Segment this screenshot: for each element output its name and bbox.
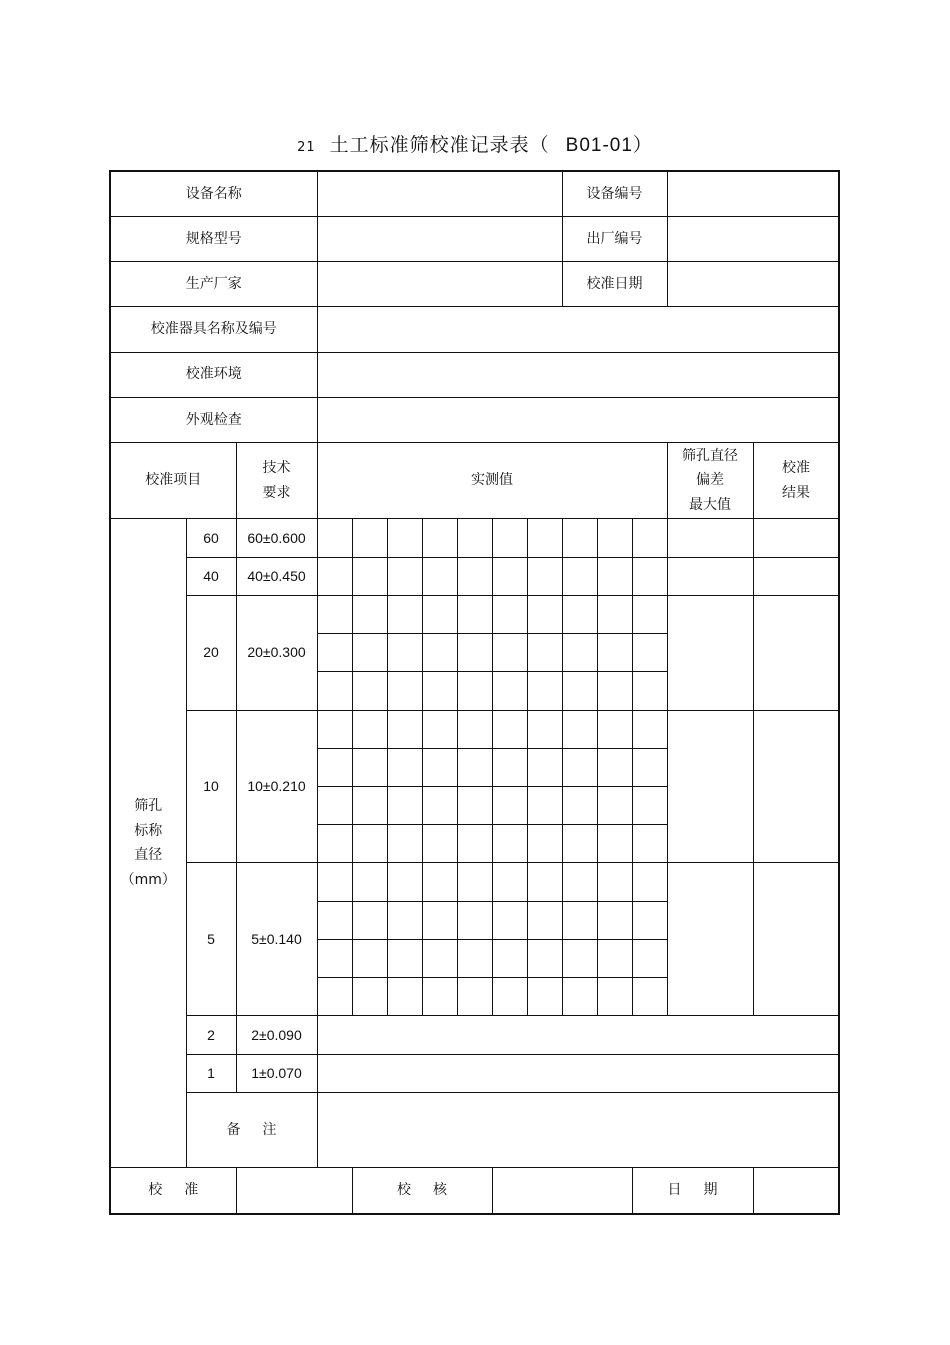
measure-cell[interactable] bbox=[562, 634, 597, 672]
measure-cell[interactable] bbox=[317, 672, 352, 710]
measure-cell[interactable] bbox=[492, 557, 527, 595]
measure-cell[interactable] bbox=[422, 978, 457, 1016]
measure-cell[interactable] bbox=[562, 901, 597, 939]
measure-cell[interactable] bbox=[387, 786, 422, 824]
result-cell[interactable] bbox=[753, 557, 839, 595]
measure-cell[interactable] bbox=[597, 825, 632, 863]
measure-cell[interactable] bbox=[562, 786, 597, 824]
group-label-line: 筛孔 bbox=[134, 798, 163, 815]
size-row-40 bbox=[110, 557, 839, 595]
measure-cell[interactable] bbox=[352, 786, 387, 824]
measure-cell[interactable] bbox=[492, 901, 527, 939]
header-tech-req bbox=[236, 443, 317, 519]
measure-cell[interactable] bbox=[352, 557, 387, 595]
measure-cell[interactable] bbox=[527, 863, 562, 901]
tech-requirement: 60±0.600 bbox=[236, 519, 317, 557]
measure-cell[interactable] bbox=[317, 786, 352, 824]
header-item: 校准项目 bbox=[110, 443, 236, 519]
measure-cell[interactable] bbox=[422, 519, 457, 557]
measure-cell[interactable] bbox=[457, 595, 492, 633]
size-row-10 bbox=[110, 710, 839, 748]
measure-cell[interactable] bbox=[317, 978, 352, 1016]
measure-cell[interactable] bbox=[457, 710, 492, 748]
size-1-field[interactable] bbox=[317, 1054, 839, 1092]
measure-cell[interactable] bbox=[422, 901, 457, 939]
calibration-form-table bbox=[109, 170, 840, 1215]
measure-cell[interactable] bbox=[597, 901, 632, 939]
measure-cell[interactable] bbox=[492, 939, 527, 977]
measure-cell[interactable] bbox=[632, 634, 667, 672]
measure-cell[interactable] bbox=[527, 786, 562, 824]
measure-cell[interactable] bbox=[597, 748, 632, 786]
measure-cell[interactable] bbox=[422, 748, 457, 786]
appearance-field[interactable] bbox=[317, 397, 839, 442]
measure-cell[interactable] bbox=[562, 978, 597, 1016]
label-equipment-name: 设备名称 bbox=[110, 171, 317, 216]
measure-cell[interactable] bbox=[422, 786, 457, 824]
tech-requirement: 1±0.070 bbox=[236, 1054, 317, 1092]
measure-cell[interactable] bbox=[422, 825, 457, 863]
title-number: 21 bbox=[297, 140, 316, 155]
size-row-1 bbox=[110, 1054, 839, 1092]
measure-cell[interactable] bbox=[562, 710, 597, 748]
measure-cell[interactable] bbox=[492, 595, 527, 633]
measure-cell[interactable] bbox=[387, 710, 422, 748]
measure-cell[interactable] bbox=[562, 939, 597, 977]
tech-requirement: 40±0.450 bbox=[236, 557, 317, 595]
measure-cell[interactable] bbox=[527, 519, 562, 557]
measure-cell[interactable] bbox=[632, 825, 667, 863]
size-2-field[interactable] bbox=[317, 1016, 839, 1054]
measure-cell[interactable] bbox=[632, 863, 667, 901]
measure-cell[interactable] bbox=[527, 748, 562, 786]
measure-cell[interactable] bbox=[457, 825, 492, 863]
measure-cell[interactable] bbox=[457, 748, 492, 786]
info-row bbox=[110, 307, 839, 352]
measure-cell[interactable] bbox=[632, 786, 667, 824]
remarks-row bbox=[110, 1092, 839, 1167]
tech-requirement: 20±0.300 bbox=[236, 595, 317, 710]
header-measured: 实测值 bbox=[317, 443, 667, 519]
header-result-line: 校准 bbox=[782, 460, 811, 477]
size-row-20 bbox=[110, 595, 839, 633]
measure-cell[interactable] bbox=[387, 634, 422, 672]
measure-cell[interactable] bbox=[422, 710, 457, 748]
nominal-size: 60 bbox=[186, 519, 236, 557]
measure-cell[interactable] bbox=[492, 519, 527, 557]
measure-cell[interactable] bbox=[597, 595, 632, 633]
measure-cell[interactable] bbox=[632, 710, 667, 748]
nominal-size: 40 bbox=[186, 557, 236, 595]
measure-cell[interactable] bbox=[317, 557, 352, 595]
measure-cell[interactable] bbox=[597, 519, 632, 557]
measure-cell[interactable] bbox=[527, 557, 562, 595]
max-deviation-cell[interactable] bbox=[667, 863, 753, 1016]
nominal-size: 1 bbox=[186, 1054, 236, 1092]
measure-cell[interactable] bbox=[632, 519, 667, 557]
info-row bbox=[110, 352, 839, 397]
measure-cell[interactable] bbox=[317, 748, 352, 786]
measure-cell[interactable] bbox=[317, 519, 352, 557]
size-row-2 bbox=[110, 1016, 839, 1054]
measure-cell[interactable] bbox=[422, 634, 457, 672]
group-label-line: 直径 bbox=[134, 847, 163, 864]
measure-cell[interactable] bbox=[387, 672, 422, 710]
header-dev-line: 筛孔直径 bbox=[682, 447, 739, 464]
measure-cell[interactable] bbox=[492, 710, 527, 748]
measure-cell[interactable] bbox=[352, 710, 387, 748]
measure-cell[interactable] bbox=[457, 557, 492, 595]
header-max-deviation bbox=[667, 443, 753, 519]
measure-cell[interactable] bbox=[527, 672, 562, 710]
measure-cell[interactable] bbox=[317, 595, 352, 633]
measure-cell[interactable] bbox=[632, 557, 667, 595]
measure-cell[interactable] bbox=[352, 939, 387, 977]
measure-cell[interactable] bbox=[457, 901, 492, 939]
measure-cell[interactable] bbox=[352, 825, 387, 863]
max-deviation-cell[interactable] bbox=[667, 557, 753, 595]
equipment-no-field[interactable] bbox=[667, 171, 839, 216]
measure-cell[interactable] bbox=[352, 595, 387, 633]
measure-cell[interactable] bbox=[422, 595, 457, 633]
measure-cell[interactable] bbox=[492, 634, 527, 672]
measure-cell[interactable] bbox=[317, 710, 352, 748]
measure-cell[interactable] bbox=[632, 595, 667, 633]
measure-cell[interactable] bbox=[562, 863, 597, 901]
measure-cell[interactable] bbox=[352, 748, 387, 786]
measure-cell[interactable] bbox=[632, 901, 667, 939]
measure-cell[interactable] bbox=[527, 595, 562, 633]
measure-cell[interactable] bbox=[352, 863, 387, 901]
label-manufacturer: 生产厂家 bbox=[110, 262, 317, 307]
measure-cell[interactable] bbox=[387, 863, 422, 901]
measure-cell[interactable] bbox=[527, 634, 562, 672]
measure-cell[interactable] bbox=[597, 863, 632, 901]
measure-cell[interactable] bbox=[317, 901, 352, 939]
measure-cell[interactable] bbox=[387, 978, 422, 1016]
size-row-5 bbox=[110, 863, 839, 901]
measure-cell[interactable] bbox=[352, 634, 387, 672]
nominal-size: 5 bbox=[186, 863, 236, 1016]
group-label-line: 标称 bbox=[134, 822, 163, 839]
measure-cell[interactable] bbox=[562, 825, 597, 863]
label-appearance: 外观检查 bbox=[110, 397, 317, 442]
label-calibrate: 校准 bbox=[110, 1168, 236, 1214]
measure-cell[interactable] bbox=[632, 748, 667, 786]
max-deviation-cell[interactable] bbox=[667, 710, 753, 863]
measure-cell[interactable] bbox=[422, 863, 457, 901]
tech-requirement: 5±0.140 bbox=[236, 863, 317, 1016]
measure-cell[interactable] bbox=[597, 978, 632, 1016]
tech-requirement: 2±0.090 bbox=[236, 1016, 317, 1054]
measure-cell[interactable] bbox=[352, 978, 387, 1016]
measure-cell[interactable] bbox=[457, 978, 492, 1016]
measure-cell[interactable] bbox=[352, 901, 387, 939]
header-dev-line: 最大值 bbox=[689, 496, 732, 513]
measure-cell[interactable] bbox=[597, 634, 632, 672]
nominal-size: 2 bbox=[186, 1016, 236, 1054]
measure-cell[interactable] bbox=[457, 939, 492, 977]
measure-cell[interactable] bbox=[562, 595, 597, 633]
calibrate-field[interactable] bbox=[236, 1168, 352, 1214]
measure-cell[interactable] bbox=[562, 519, 597, 557]
measure-cell[interactable] bbox=[492, 978, 527, 1016]
measure-cell[interactable] bbox=[492, 825, 527, 863]
size-row-60 bbox=[110, 519, 839, 557]
measure-cell[interactable] bbox=[317, 825, 352, 863]
label-calib-instrument: 校准器具名称及编号 bbox=[110, 307, 317, 352]
measure-cell[interactable] bbox=[457, 672, 492, 710]
measure-cell[interactable] bbox=[632, 672, 667, 710]
measure-cell[interactable] bbox=[457, 786, 492, 824]
measure-cell[interactable] bbox=[492, 786, 527, 824]
measure-cell[interactable] bbox=[317, 634, 352, 672]
measure-cell[interactable] bbox=[492, 748, 527, 786]
measure-cell[interactable] bbox=[597, 672, 632, 710]
measure-cell[interactable] bbox=[422, 672, 457, 710]
measure-cell[interactable] bbox=[387, 901, 422, 939]
header-dev-line: 偏差 bbox=[696, 472, 725, 489]
measure-cell[interactable] bbox=[632, 939, 667, 977]
remarks-field[interactable] bbox=[317, 1092, 839, 1167]
label-check: 校核 bbox=[352, 1168, 492, 1214]
measure-cell[interactable] bbox=[562, 672, 597, 710]
equipment-name-field[interactable] bbox=[317, 171, 562, 216]
measure-cell[interactable] bbox=[527, 978, 562, 1016]
measure-cell[interactable] bbox=[387, 557, 422, 595]
measure-cell[interactable] bbox=[317, 939, 352, 977]
measure-cell[interactable] bbox=[527, 901, 562, 939]
label-spec-model: 规格型号 bbox=[110, 216, 317, 261]
measure-cell[interactable] bbox=[387, 825, 422, 863]
header-tech-req-line: 要求 bbox=[262, 484, 291, 501]
measure-cell[interactable] bbox=[457, 519, 492, 557]
measure-cell[interactable] bbox=[597, 939, 632, 977]
measure-cell[interactable] bbox=[422, 939, 457, 977]
result-cell[interactable] bbox=[753, 519, 839, 557]
label-calib-env: 校准环境 bbox=[110, 352, 317, 397]
nominal-size: 20 bbox=[186, 595, 236, 710]
measure-cell[interactable] bbox=[597, 557, 632, 595]
page-title bbox=[0, 130, 950, 157]
result-cell[interactable] bbox=[753, 710, 839, 863]
measure-cell[interactable] bbox=[387, 519, 422, 557]
calib-date-field[interactable] bbox=[667, 262, 839, 307]
info-row bbox=[110, 171, 839, 216]
column-header-row bbox=[110, 443, 839, 519]
spec-model-field[interactable] bbox=[317, 216, 562, 261]
measure-cell[interactable] bbox=[632, 978, 667, 1016]
calib-instrument-field[interactable] bbox=[317, 307, 839, 352]
header-tech-req-line: 技术 bbox=[262, 460, 291, 477]
measure-cell[interactable] bbox=[317, 863, 352, 901]
info-row bbox=[110, 216, 839, 261]
tech-requirement: 10±0.210 bbox=[236, 710, 317, 863]
measure-cell[interactable] bbox=[387, 748, 422, 786]
measure-cell[interactable] bbox=[597, 710, 632, 748]
label-date: 日期 bbox=[632, 1168, 753, 1214]
header-result-line: 结果 bbox=[782, 484, 811, 501]
measure-cell[interactable] bbox=[562, 748, 597, 786]
measure-cell[interactable] bbox=[492, 863, 527, 901]
label-equipment-no: 设备编号 bbox=[562, 171, 667, 216]
manufacturer-field[interactable] bbox=[317, 262, 562, 307]
measure-cell[interactable] bbox=[527, 825, 562, 863]
measure-cell[interactable] bbox=[457, 634, 492, 672]
label-factory-no: 出厂编号 bbox=[562, 216, 667, 261]
measure-cell[interactable] bbox=[527, 710, 562, 748]
date-field[interactable] bbox=[753, 1168, 839, 1214]
result-cell[interactable] bbox=[753, 863, 839, 1016]
measure-cell[interactable] bbox=[387, 939, 422, 977]
title-code: B01-01） bbox=[565, 135, 653, 156]
measure-cell[interactable] bbox=[352, 519, 387, 557]
measure-cell[interactable] bbox=[492, 672, 527, 710]
factory-no-field[interactable] bbox=[667, 216, 839, 261]
max-deviation-cell[interactable] bbox=[667, 519, 753, 557]
max-deviation-cell[interactable] bbox=[667, 595, 753, 710]
title-text: 土工标准筛校准记录表（ bbox=[329, 134, 550, 156]
measure-cell[interactable] bbox=[527, 939, 562, 977]
measure-cell[interactable] bbox=[387, 595, 422, 633]
measure-cell[interactable] bbox=[352, 672, 387, 710]
nominal-size: 10 bbox=[186, 710, 236, 863]
info-row bbox=[110, 262, 839, 307]
group-label bbox=[110, 519, 186, 1168]
info-row bbox=[110, 397, 839, 442]
header-result bbox=[753, 443, 839, 519]
label-calib-date: 校准日期 bbox=[562, 262, 667, 307]
signature-row bbox=[110, 1168, 839, 1214]
group-label-line: （mm） bbox=[120, 871, 176, 888]
calib-env-field[interactable] bbox=[317, 352, 839, 397]
measure-cell[interactable] bbox=[457, 863, 492, 901]
label-remarks: 备注 bbox=[186, 1092, 317, 1167]
measure-cell[interactable] bbox=[562, 557, 597, 595]
measure-cell[interactable] bbox=[597, 786, 632, 824]
result-cell[interactable] bbox=[753, 595, 839, 710]
check-field[interactable] bbox=[492, 1168, 632, 1214]
measure-cell[interactable] bbox=[422, 557, 457, 595]
